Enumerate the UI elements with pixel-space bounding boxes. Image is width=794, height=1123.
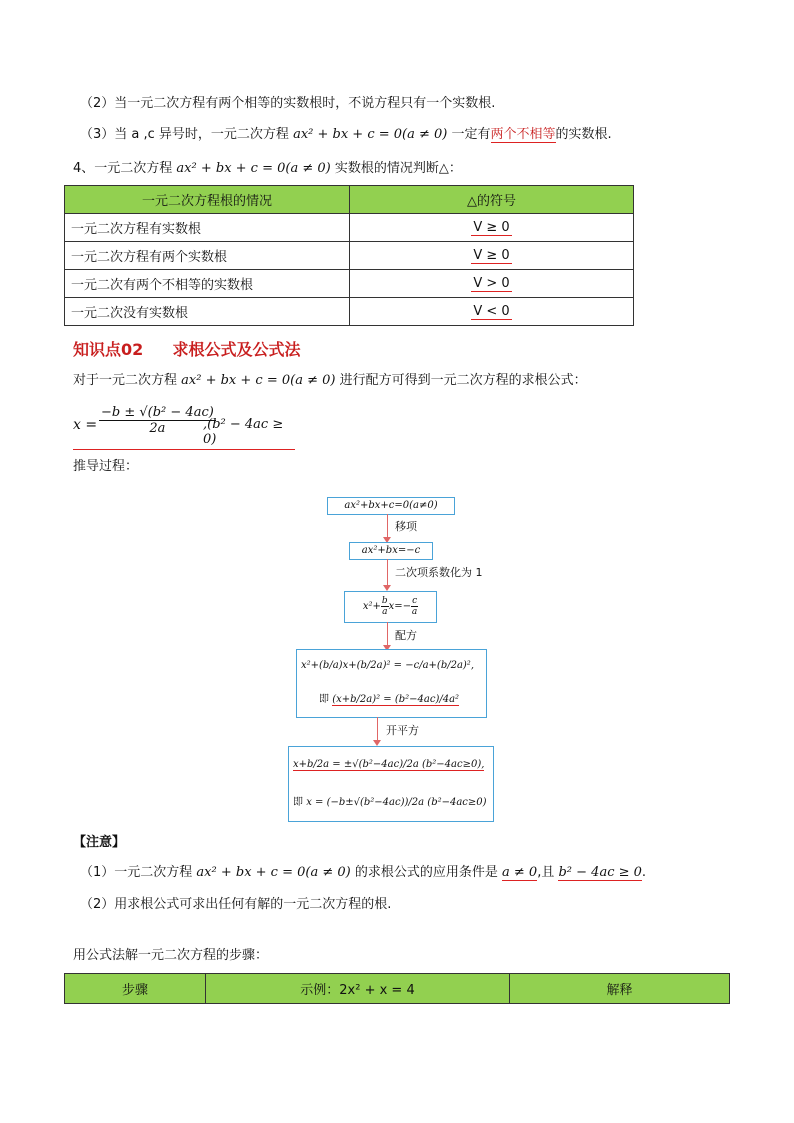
attention-note-1-equation: ax² + bx + c = 0(a ≠ 0)	[196, 865, 351, 880]
flow-box-1: ax²+bx+c=0(a≠0)	[327, 497, 455, 515]
flow-box-4	[296, 649, 487, 718]
steps-table	[64, 973, 730, 1004]
flow-arrow-1	[387, 514, 388, 538]
flow-arrow-2	[387, 559, 388, 586]
table-row	[65, 298, 634, 326]
flow-box-2: ax²+bx=−c	[349, 542, 433, 560]
flow-box-3-left: x²+	[362, 601, 381, 612]
formula-intro-prefix: 对于一元二次方程	[73, 373, 178, 388]
root-formula-lhs: x =	[73, 417, 98, 433]
steps-intro: 用公式法解一元二次方程的步骤：	[73, 948, 269, 963]
table-cell-case: 一元二次没有实数根	[65, 298, 350, 326]
formula-intro-equation: ax² + bx + c = 0(a ≠ 0)	[181, 373, 336, 388]
table-cell-case: 一元二次方程有实数根	[65, 214, 350, 242]
table-row	[65, 270, 634, 298]
flow-box-4-line-2: 即 (x+b/2a)² = (b²−4ac)/4a²	[319, 694, 460, 705]
attention-note-2: （2）用求根公式可求出任何有解的一元二次方程的根.	[80, 897, 392, 912]
flow-box-5	[288, 746, 494, 822]
flow-arrow-3	[387, 622, 388, 646]
flow-step-2: 二次项系数化为 1	[395, 566, 483, 579]
attention-note-1	[80, 864, 646, 882]
root-formula-condition: ,(b² − 4ac ≥ 0)	[203, 417, 284, 447]
steps-table-header-row	[65, 974, 730, 1004]
attention-condition-a: a ≠ 0	[502, 865, 538, 880]
flow-step-1: 移项	[395, 520, 417, 533]
flow-box-3-frac-2: $\frac{c}{a}$	[411, 596, 418, 617]
flow-arrow-4	[377, 717, 378, 741]
section-4-suffix: 实数根的情况判断△：	[334, 161, 462, 176]
table-cell-sign: V ≥ 0	[473, 219, 510, 235]
note-3-suffix: 的实数根.	[555, 127, 612, 142]
table-cell-case: 一元二次有两个不相等的实数根	[65, 270, 350, 298]
steps-table-header-cell: 解释	[510, 974, 730, 1004]
table-row	[65, 242, 634, 270]
discriminant-table	[64, 185, 634, 326]
attention-note-1-prefix: （1）一元二次方程	[80, 865, 193, 880]
section-4-prefix: 4、一元二次方程	[73, 161, 173, 176]
steps-table-header-cell: 示例：2x² + x = 4	[206, 974, 510, 1004]
flow-box-3-frac-1: $\frac{b}{a}$	[381, 596, 388, 617]
note-3-mid: 一定有	[451, 127, 491, 142]
formula-intro-suffix: 进行配方可得到一元二次方程的求根公式：	[339, 373, 587, 388]
table-cell-case: 一元二次方程有两个实数根	[65, 242, 350, 270]
flow-box-4-line-1: x²+(b/a)x+(b/2a)² = −c/a+(b/2a)²,	[301, 660, 474, 671]
derivation-label: 推导过程：	[73, 459, 139, 474]
table-cell-sign: V > 0	[473, 275, 510, 291]
flow-step-3: 配方	[395, 629, 417, 642]
knowledge-point-number: 知识点02	[73, 340, 144, 359]
formula-intro	[73, 372, 587, 390]
table-row	[65, 214, 634, 242]
flow-step-4: 开平方	[386, 724, 419, 737]
table-header-cell: △的符号	[350, 186, 634, 214]
note-3	[80, 126, 612, 144]
note-3-prefix: （3）当 a ,c 异号时，一元二次方程	[80, 127, 289, 142]
flow-box-3	[344, 591, 437, 623]
table-header-cell: 一元二次方程根的情况	[65, 186, 350, 214]
root-formula	[73, 403, 295, 450]
root-formula-denominator: 2a	[149, 421, 166, 436]
attention-label: 【注意】	[73, 835, 126, 850]
table-header-row	[65, 186, 634, 214]
attention-condition-discriminant: b² − 4ac ≥ 0	[558, 865, 642, 880]
knowledge-point-heading	[73, 339, 300, 361]
note-3-highlight: 两个不相等	[490, 127, 556, 142]
attention-note-1-mid: 的求根公式的应用条件是	[354, 865, 498, 880]
note-2: （2）当一元二次方程有两个相等的实数根时，不说方程只有一个实数根.	[80, 96, 496, 111]
section-4-equation: ax² + bx + c = 0(a ≠ 0)	[176, 161, 331, 176]
root-formula-fraction	[99, 405, 216, 436]
flow-box-5-line-2: 即 x = (−b±√(b²−4ac))/2a (b²−4ac≥0)	[293, 797, 487, 808]
attention-note-1-sep: ,且	[537, 865, 555, 880]
steps-table-header-cell: 步骤	[65, 974, 206, 1004]
section-4-heading	[73, 160, 462, 178]
attention-note-1-end: .	[641, 865, 647, 880]
root-formula-numerator: −b ± √(b² − 4ac)	[101, 405, 214, 420]
flow-box-3-mid: x=−	[388, 601, 412, 612]
flow-box-5-line-1: x+b/2a = ±√(b²−4ac)/2a (b²−4ac≥0),	[293, 759, 485, 770]
knowledge-point-subtitle: 求根公式及公式法	[172, 340, 301, 359]
note-3-equation: ax² + bx + c = 0(a ≠ 0)	[293, 127, 448, 142]
table-cell-sign: V ≥ 0	[473, 247, 510, 263]
table-cell-sign: V < 0	[473, 303, 510, 319]
